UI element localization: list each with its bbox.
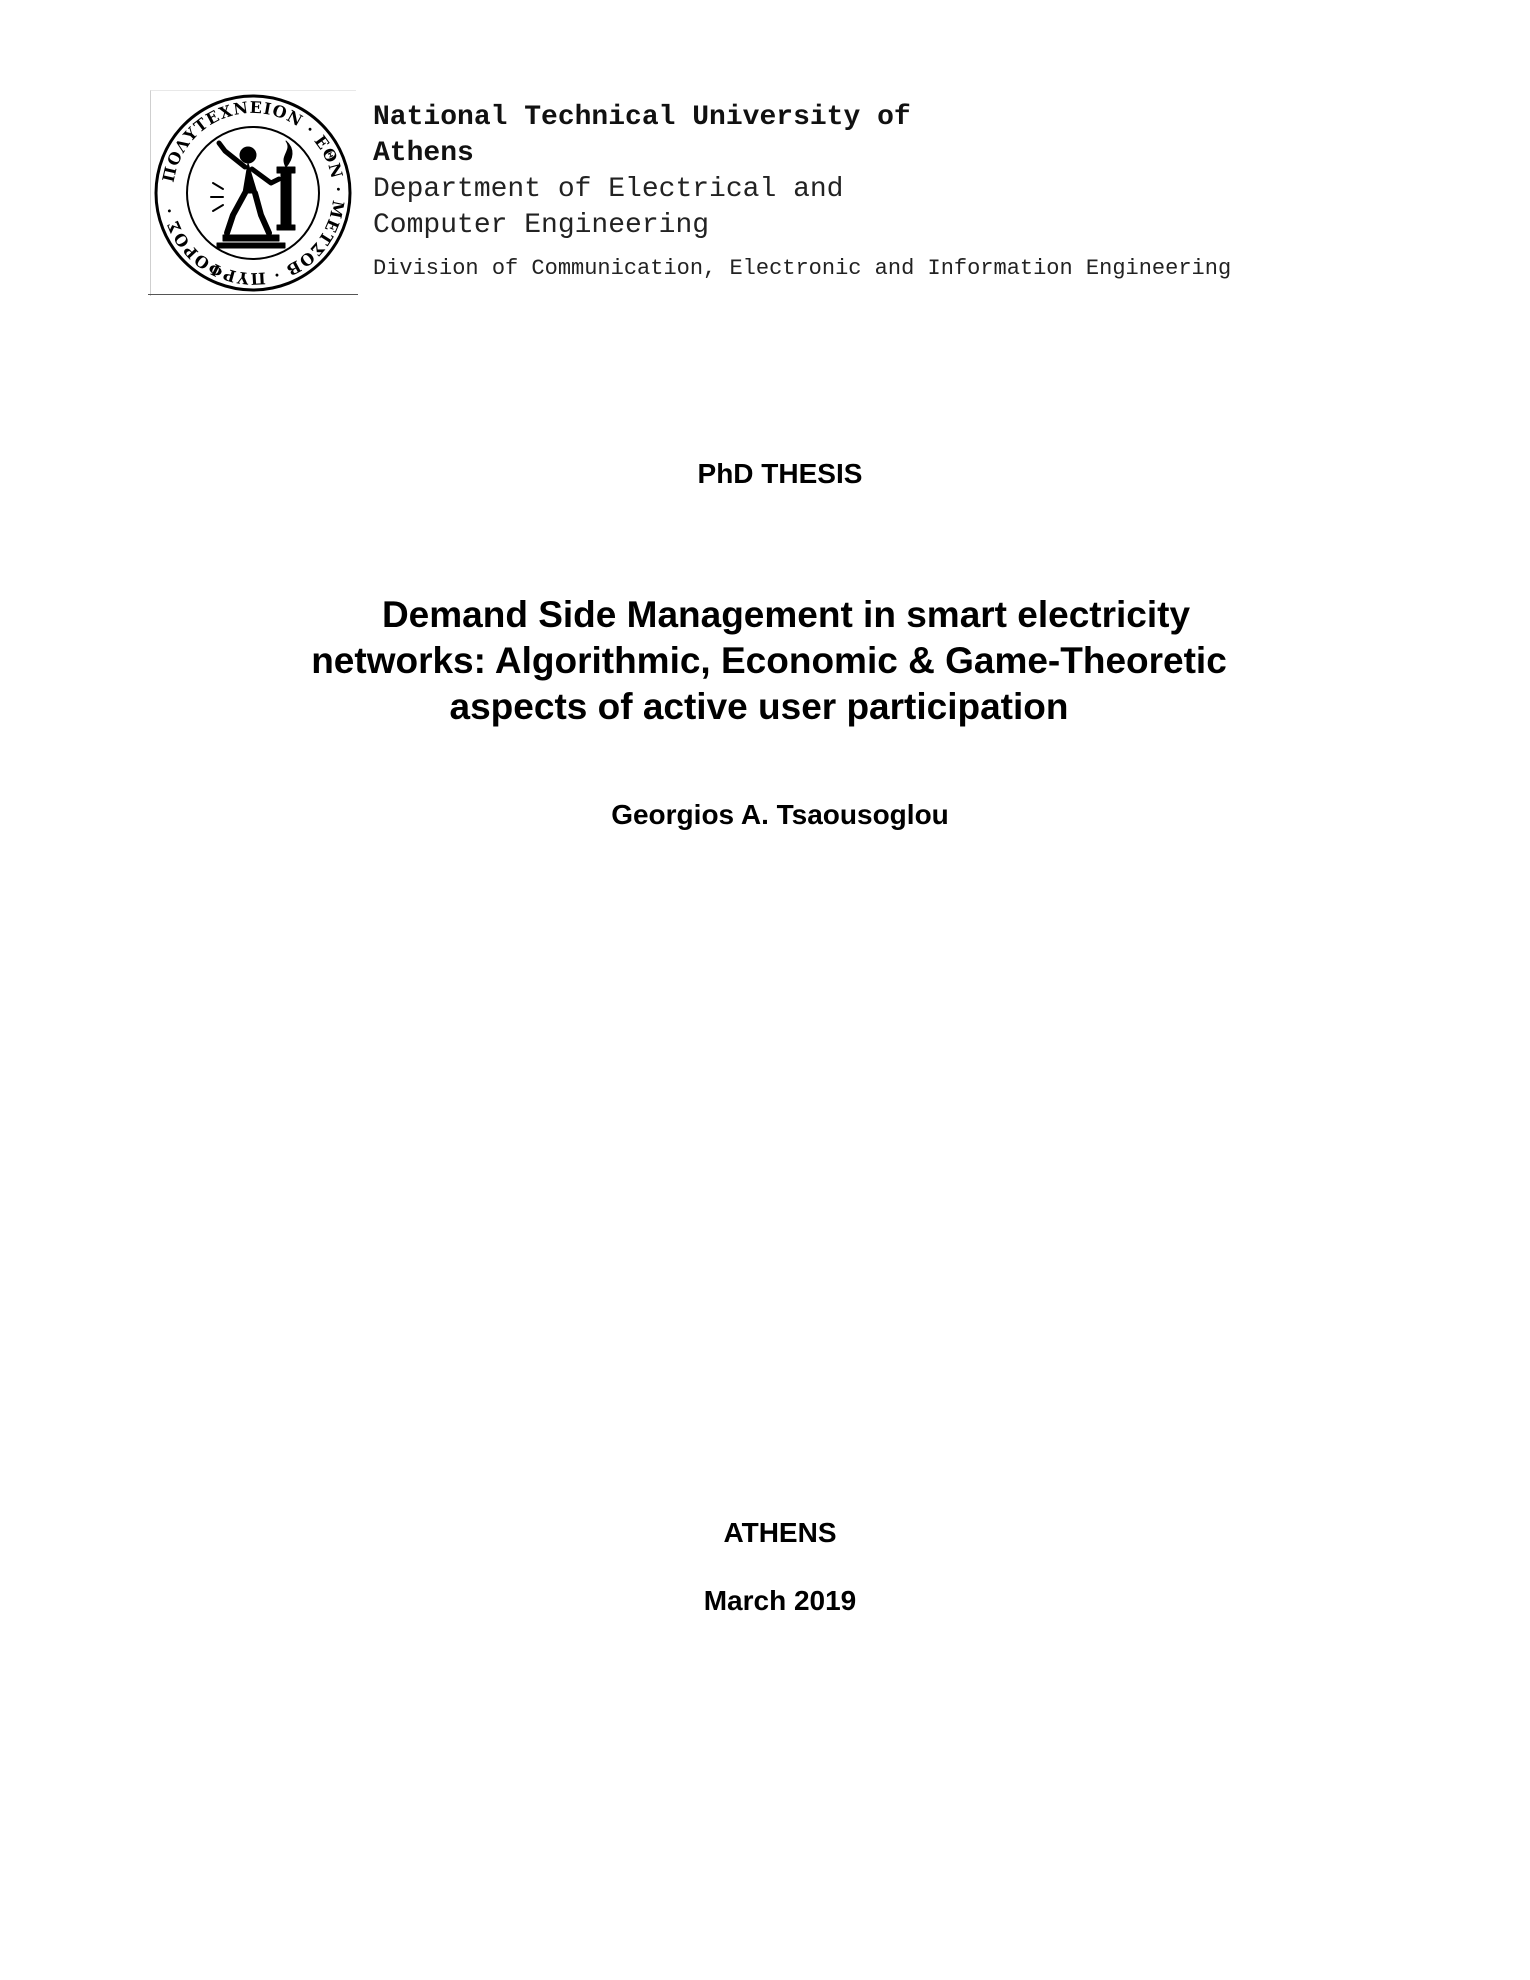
thesis-title-line-2: networks: Algorithmic, Economic & Game-Theoretic [311, 640, 1227, 681]
document-type-label: PhD THESIS [697, 458, 863, 489]
division-name: Division of Communication, Electronic and Information Engineering [373, 256, 1232, 281]
thesis-title [0, 592, 1530, 730]
seal-emblem-icon [153, 93, 353, 293]
university-name-line-2: Athens [373, 138, 474, 169]
department-name-line-1: Department of Electrical and [373, 174, 844, 205]
date-label: March 2019 [703, 1585, 857, 1616]
svg-text:ΠΟΛΥΤΕΧΝΕΙΟΝ · ΕΘΝ · ΜΕΤΣΟΒ ·: ΠΟΛΥΤΕΧΝΕΙΟΝ · ΕΘΝ · ΜΕΤΣΟΒ · ΠΥΡΦΟΡΟΣ · [158, 97, 349, 289]
university-seal [150, 90, 356, 296]
thesis-title-line-1: Demand Side Management in smart electricity [381, 594, 1191, 635]
department-name-line-2: Computer Engineering [373, 210, 710, 241]
university-name-line-1: National Technical University of [373, 102, 911, 133]
thesis-title-line-3: aspects of active user participation [449, 686, 1069, 727]
institution-header [373, 100, 1373, 284]
author-name: Georgios A. Tsaousoglou [611, 799, 949, 830]
city-label: ATHENS [723, 1517, 837, 1548]
seal-underline-divider [148, 294, 358, 295]
university-name [373, 100, 1373, 172]
department-name [373, 172, 1373, 244]
